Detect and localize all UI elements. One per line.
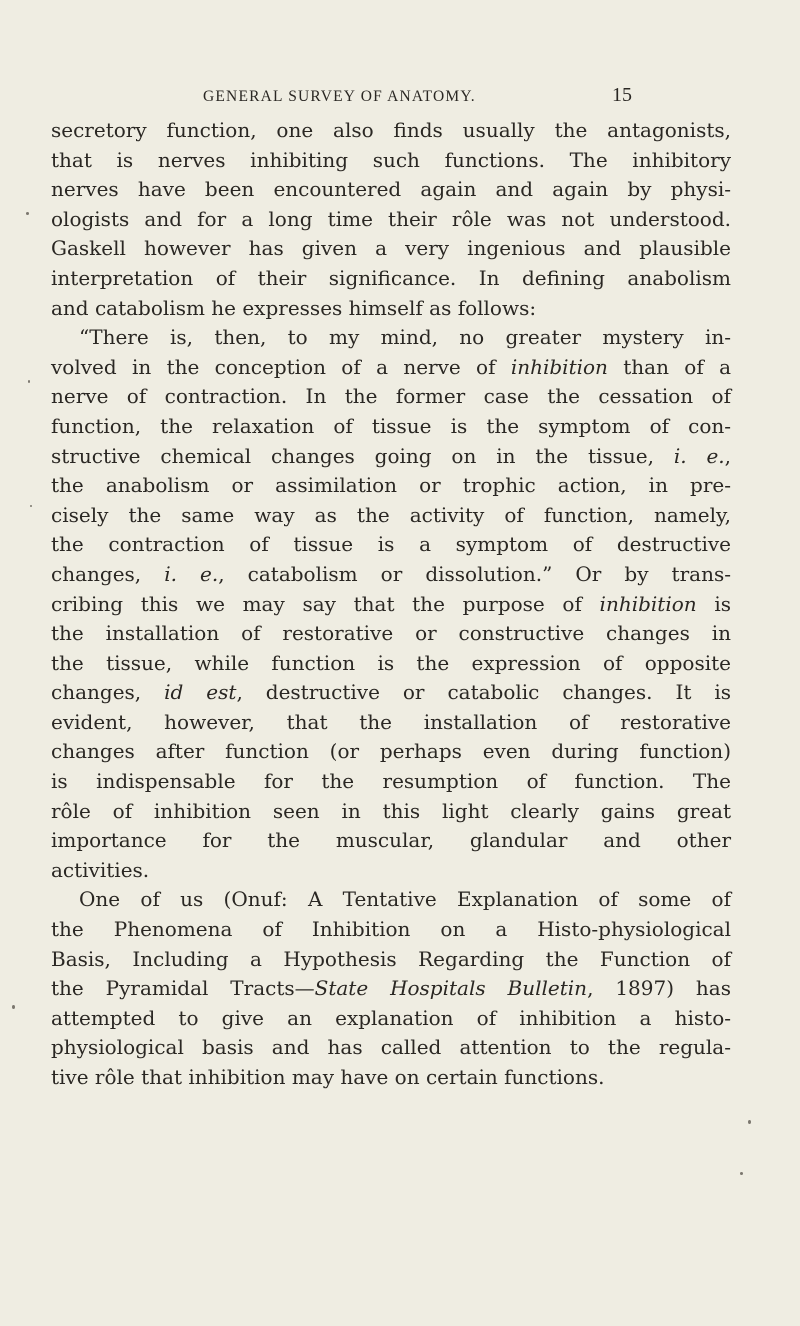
text-run: secretory function, one also finds usually the antagonists,	[51, 118, 731, 142]
text-line	[51, 590, 731, 620]
text-line	[51, 294, 731, 324]
text-run: interpretation of their significance. In defining anabolism	[51, 265, 731, 290]
text-line	[51, 146, 731, 176]
text-line	[51, 323, 731, 353]
text-line	[51, 1033, 731, 1063]
text-run: structive chemical changes going on in the tissue,	[51, 443, 674, 468]
text-run: and catabolism he expresses himself as follows:	[51, 295, 537, 320]
text-run: importance for the muscular, glandular and other	[51, 828, 731, 853]
paper-speck	[26, 212, 29, 215]
text-run: , catabolism or dissolution.” Or by trans-	[218, 561, 731, 586]
text-run: the anabolism or assimilation or trophic action, in pre-	[51, 473, 731, 498]
italic-text: State Hospitals Bulletin	[314, 976, 588, 1001]
text-run: tive rôle that inhibition may have on certain functions.	[51, 1065, 605, 1089]
text-run: nerves have been encountered again and again by physi-	[51, 177, 731, 202]
running-head: GENERAL SURVEY OF ANATOMY.	[203, 88, 476, 105]
text-line	[51, 619, 731, 649]
paper-speck	[740, 1172, 743, 1175]
paper-speck	[748, 1120, 751, 1124]
text-run: physiological basis and has called attention to the regula-	[51, 1035, 731, 1060]
text-line	[51, 945, 731, 975]
text-run: evident, however, that the installation of restorative	[51, 709, 731, 734]
text-line	[51, 797, 731, 827]
text-run: the Pyramidal Tracts—	[51, 976, 315, 1001]
text-line	[51, 974, 731, 1004]
paper-speck	[30, 505, 32, 507]
text-line	[51, 501, 731, 531]
text-line	[51, 1004, 731, 1034]
text-run: the installation of restorative or constructive changes in	[51, 621, 731, 646]
text-run: the Phenomena of Inhibition on a Histo-physiological	[51, 917, 731, 942]
text-line	[51, 678, 731, 708]
text-line	[51, 737, 731, 767]
text-run: , destructive or catabolic changes. It is	[236, 680, 732, 705]
text-line	[51, 530, 731, 560]
italic-text: i. e.	[164, 561, 219, 586]
text-line	[51, 767, 731, 797]
text-run: volved in the conception of a nerve of	[51, 354, 511, 379]
text-run: changes,	[51, 561, 165, 586]
text-run: ,	[724, 443, 732, 468]
text-line	[51, 412, 731, 442]
text-line	[51, 915, 731, 945]
text-run: is	[696, 591, 731, 616]
text-run: changes after function (or perhaps even during function)	[51, 739, 731, 764]
page-number: 15	[612, 84, 632, 106]
paper-speck	[12, 1005, 15, 1009]
text-run: One of us (Onuf: A Tentative Explanation of some of	[79, 887, 731, 912]
text-run: changes,	[51, 680, 165, 705]
italic-text: i. e.	[673, 443, 725, 468]
text-run: activities.	[51, 857, 150, 882]
text-line	[51, 382, 731, 412]
text-run: “There is, then, to my mind, no greater mystery in-	[79, 325, 731, 350]
text-run: the contraction of tissue is a symptom of destructive	[51, 532, 731, 557]
body-text	[51, 116, 731, 1093]
text-line	[51, 471, 731, 501]
text-line	[51, 205, 731, 235]
italic-text: inhibition	[599, 591, 697, 616]
text-line	[51, 234, 731, 264]
text-line	[51, 856, 731, 886]
text-line	[51, 1063, 731, 1093]
text-line	[51, 885, 731, 915]
text-line	[51, 175, 731, 205]
text-run: than of a	[607, 354, 731, 379]
text-run: ologists and for a long time their rôle was not understood.	[51, 206, 731, 231]
text-run: that is nerves inhibiting such functions. The inhibitory	[51, 147, 731, 172]
text-line	[51, 826, 731, 856]
text-run: function, the relaxation of tissue is the symptom of con-	[51, 413, 731, 438]
text-line	[51, 116, 731, 146]
text-line	[51, 708, 731, 738]
text-line	[51, 442, 731, 472]
text-run: is indispensable for the resumption of function. The	[51, 769, 731, 794]
italic-text: id est	[164, 680, 237, 705]
paper-speck	[28, 380, 30, 383]
text-line	[51, 353, 731, 383]
text-line	[51, 649, 731, 679]
text-run: rôle of inhibition seen in this light clearly gains great	[51, 798, 731, 823]
text-run: cribing this we may say that the purpose of	[51, 591, 600, 616]
text-line	[51, 560, 731, 590]
text-run: cisely the same way as the activity of function, namely,	[51, 502, 731, 527]
text-run: , 1897) has	[587, 976, 731, 1001]
text-run: Basis, Including a Hypothesis Regarding the Function of	[51, 946, 731, 971]
text-run: attempted to give an explanation of inhibition a histo-	[51, 1005, 731, 1030]
text-run: the tissue, while function is the expression of opposite	[51, 650, 731, 675]
text-run: nerve of contraction. In the former case the cessation of	[51, 384, 731, 409]
text-run: Gaskell however has given a very ingenious and plausible	[51, 236, 731, 261]
italic-text: inhibition	[510, 354, 608, 379]
text-line	[51, 264, 731, 294]
